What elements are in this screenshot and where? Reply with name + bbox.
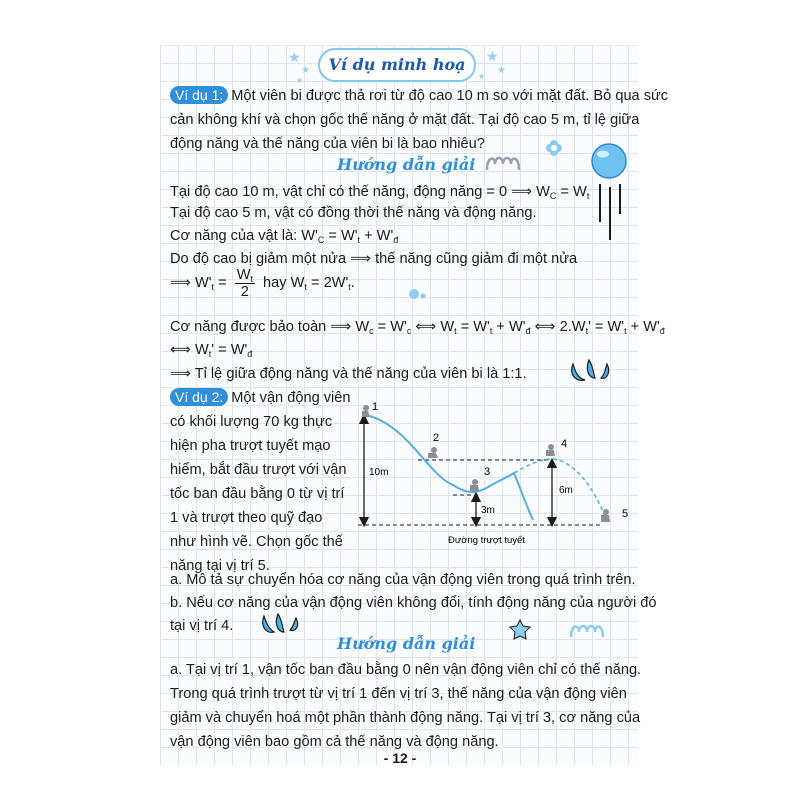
- ball-icon: [588, 142, 630, 242]
- star-icon: ★: [478, 72, 486, 81]
- answer-line1: a. Tại vị trí 1, vận tốc ban đầu bằng 0 nên vận động viên chỉ có thế năng.: [170, 662, 642, 678]
- splash-icon: [258, 610, 304, 638]
- solution1-line3: Cơ năng của vật là: $W'_C = W'_t + W'_đ$: [170, 228, 399, 245]
- flower-icon: [508, 618, 532, 642]
- answer-line3: giảm và chuyển hoá một phần thành động năng. Tại vị trí 3, cơ năng của: [170, 710, 641, 726]
- answer-line4: vận động viên bao gồm cả thế năng và động năng.: [170, 734, 499, 750]
- question-a: a. Mô tả sự chuyển hóa cơ năng của vận động viên trong quá trình trên.: [170, 572, 636, 588]
- solution1-line5: ⟹ $W'_t$ = $\frac{W_t}{2}$ hay $W_t = 2W'_t$.: [170, 266, 355, 300]
- example1-line2: cản không khí và chọn gốc thế năng ở mặt đất. Tại độ cao 5 m, tỉ lệ giữa: [170, 112, 640, 128]
- ski-track-diagram: [348, 395, 638, 555]
- question-b-line2: tại vị trí 4.: [170, 618, 234, 634]
- position-label-3: 3: [484, 466, 491, 478]
- solution1-line7: ⟺ $W_t' = W'_đ$: [170, 342, 253, 359]
- skier-icon: [428, 447, 438, 458]
- dots-icon: [408, 286, 428, 302]
- example2-line5: tốc ban đầu bằng 0 từ vị trí: [170, 486, 345, 502]
- solution1-line4: Do độ cao bị giảm một nửa ⟹ thế năng cũng giảm đi một nửa: [170, 251, 578, 267]
- example1-line1: Ví dụ 1: Một viên bi được thả rơi từ độ cao 10 m so với mặt đất. Bỏ qua sức: [170, 86, 668, 106]
- star-icon: ★: [486, 48, 499, 64]
- example2-line3: hiện pha trượt tuyết mạo: [170, 438, 331, 454]
- example2-line6: 1 và trượt theo quỹ đạo: [170, 510, 323, 526]
- example2-line2: có khối lượng 70 kg thực: [170, 414, 333, 430]
- position-label-2: 2: [433, 432, 440, 444]
- example1-line3: động năng và thế năng của viên bi là bao nhiêu?: [170, 136, 485, 152]
- position-label-4: 4: [561, 438, 568, 450]
- skier-icon: [601, 509, 610, 522]
- figure-caption: Đường trượt tuyết: [448, 535, 525, 546]
- solution1-conclusion: ⟹ Tỉ lệ giữa động năng và thế năng của viên bi là 1:1.: [170, 366, 527, 382]
- star-icon: ★: [301, 65, 310, 76]
- guide-title-1: Hướng dẫn giải: [337, 155, 476, 174]
- guide-title-2: Hướng dẫn giải: [337, 634, 476, 653]
- answer-line2: Trong quá trình trượt từ vị trí 1 đến vị trí 3, thế năng của vận động viên: [170, 686, 627, 702]
- example2-line7: như hình vẽ. Chọn gốc thế: [170, 534, 343, 550]
- splash-icon: [567, 356, 619, 386]
- ski-track: [366, 415, 533, 520]
- example1-badge: Ví dụ 1:: [170, 86, 228, 104]
- skier-icon: [546, 444, 555, 456]
- example2-line4: hiểm, bắt đầu trượt với vận: [170, 462, 347, 478]
- star-icon: ★: [497, 65, 506, 76]
- example2-badge: Ví dụ 2:: [170, 388, 228, 406]
- page-number: - 12 -: [383, 750, 417, 766]
- star-icon: ★: [288, 49, 301, 65]
- section-title: Ví dụ minh hoạ: [318, 48, 476, 82]
- height-label-10m: 10m: [369, 467, 389, 478]
- example2-line8: năng tại vị trí 5.: [170, 558, 270, 574]
- height-label-3m: 3m: [481, 505, 495, 516]
- coil-icon: [568, 620, 614, 640]
- star-icon: ★: [296, 76, 304, 85]
- coil-icon: [484, 152, 530, 174]
- position-label-5: 5: [622, 508, 629, 520]
- solution1-line6: Cơ năng được bảo toàn ⟹ $W_c = W'_c$ ⟺ $W_t = W'_t + W'_đ$ ⟺ $2.W_t' = W'_t + W'_đ$: [170, 319, 665, 336]
- solution1-line2: Tại độ cao 5 m, vật có đồng thời thế năng và động năng.: [170, 205, 537, 221]
- skier-icon: [362, 405, 370, 417]
- skier-icon: [470, 479, 479, 491]
- fraction: $\frac{W_t}{2}$: [236, 266, 253, 300]
- question-b-line1: b. Nếu cơ năng của vận động viên không đổi, tính động năng của người đó: [170, 595, 657, 611]
- solution1-line1: Tại độ cao 10 m, vật chỉ có thế năng, động năng = 0 ⟹ $W_C = W_t$: [170, 184, 590, 201]
- example2-line1: Ví dụ 2: Một vận động viên: [170, 388, 351, 408]
- position-label-1: 1: [372, 401, 379, 413]
- flower-icon: [544, 138, 564, 158]
- height-label-6m: 6m: [559, 485, 573, 496]
